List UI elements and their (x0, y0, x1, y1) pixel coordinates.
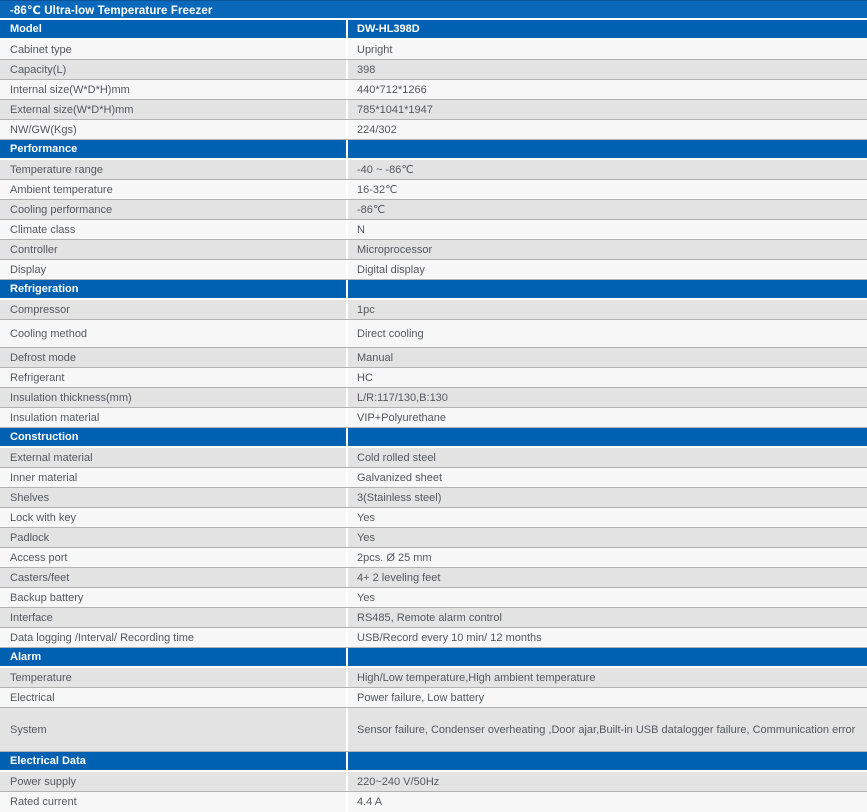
spec-label: Electrical (0, 688, 348, 707)
spec-row-system (0, 708, 867, 752)
spec-row-cabinet-type (0, 40, 867, 60)
spec-label: Refrigerant (0, 368, 348, 387)
section-header-spacer (348, 280, 867, 298)
spec-value: Direct cooling (357, 327, 424, 340)
spec-value: -86℃ (357, 204, 386, 216)
spec-value: 4+ 2 leveling feet (357, 571, 441, 584)
table-title: -86℃ Ultra-low Temperature Freezer (10, 4, 213, 17)
spec-value: VIP+Polyurethane (357, 411, 446, 424)
spec-value: Sensor failure, Condenser overheating ,Door ajar,Built-in USB datalogger failure, Communication error (357, 723, 856, 736)
spec-value: 220~240 V/50Hz (357, 775, 440, 788)
spec-label: Padlock (0, 528, 348, 547)
spec-value: 16-32℃ (357, 184, 398, 196)
spec-label: Cooling performance (0, 200, 348, 219)
spec-value: 785*1041*1947 (357, 103, 433, 116)
section-header-spacer (348, 648, 867, 666)
spec-value: -40 ~ -86℃ (357, 164, 414, 176)
spec-label: Data logging /Interval/ Recording time (0, 628, 348, 647)
spec-row-interface (0, 608, 867, 628)
spec-value: 1pc (357, 303, 375, 316)
spec-value: 4.4 A (357, 796, 383, 808)
spec-label: Compressor (0, 300, 348, 319)
spec-label: Access port (0, 548, 348, 567)
spec-label: System (0, 708, 348, 751)
spec-row-insulation-thickness-mm (0, 388, 867, 408)
spec-row-electrical (0, 688, 867, 708)
spec-label: Internal size(W*D*H)mm (0, 80, 348, 99)
spec-row-cooling-method (0, 320, 867, 348)
spec-row-temperature (0, 668, 867, 688)
section-header-construction (0, 428, 867, 448)
spec-row-climate-class (0, 220, 867, 240)
spec-row-inner-material (0, 468, 867, 488)
spec-row-backup-battery (0, 588, 867, 608)
spec-value: Yes (357, 531, 375, 544)
spec-row-lock-with-key (0, 508, 867, 528)
spec-label: External material (0, 448, 348, 467)
model-label: Model (0, 20, 348, 38)
section-header-spacer (348, 428, 867, 446)
spec-label: Casters/feet (0, 568, 348, 587)
spec-value: 398 (357, 63, 376, 76)
spec-label: Ambient temperature (0, 180, 348, 199)
spec-row-display (0, 260, 867, 280)
spec-label: Insulation thickness(mm) (0, 388, 348, 407)
spec-row-internal-size-w-d-h-mm (0, 80, 867, 100)
spec-row-controller (0, 240, 867, 260)
spec-value: Microprocessor (357, 243, 433, 256)
spec-row-defrost-mode (0, 348, 867, 368)
spec-row-rated-current (0, 792, 867, 812)
spec-label: Power supply (0, 772, 348, 791)
spec-value: Yes (357, 511, 375, 524)
spec-label: Climate class (0, 220, 348, 239)
spec-row-external-material (0, 448, 867, 468)
spec-value: Cold rolled steel (357, 451, 436, 464)
spec-value: Yes (357, 591, 375, 604)
spec-label: External size(W*D*H)mm (0, 100, 348, 119)
spec-value: HC (357, 371, 373, 384)
spec-label: Inner material (0, 468, 348, 487)
section-title: Refrigeration (0, 280, 348, 298)
spec-value: RS485, Remote alarm control (357, 611, 502, 624)
spec-label: Temperature range (0, 160, 348, 179)
spec-row-padlock (0, 528, 867, 548)
spec-value: Power failure, Low battery (357, 691, 485, 704)
section-header-electrical-data (0, 752, 867, 772)
spec-row-cooling-performance (0, 200, 867, 220)
spec-row-insulation-material (0, 408, 867, 428)
spec-label: Backup battery (0, 588, 348, 607)
spec-label: Cabinet type (0, 40, 348, 59)
section-header-alarm (0, 648, 867, 668)
spec-row-compressor (0, 300, 867, 320)
spec-label: Interface (0, 608, 348, 627)
table-title-bar (0, 0, 867, 20)
section-header-spacer (348, 752, 867, 770)
model-row (0, 20, 867, 40)
spec-label: Controller (0, 240, 348, 259)
section-title: Performance (0, 140, 348, 158)
spec-row-data-logging-interval-recording-time (0, 628, 867, 648)
spec-value: High/Low temperature,High ambient temperature (357, 671, 596, 684)
spec-label: Shelves (0, 488, 348, 507)
section-title: Construction (0, 428, 348, 446)
section-header-refrigeration (0, 280, 867, 300)
section-header-spacer (348, 140, 867, 158)
spec-value: N (357, 223, 365, 236)
spec-label: Cooling method (0, 320, 348, 347)
spec-label: NW/GW(Kgs) (0, 120, 348, 139)
section-title: Electrical Data (0, 752, 348, 770)
spec-row-shelves (0, 488, 867, 508)
spec-row-temperature-range (0, 160, 867, 180)
spec-value: Upright (357, 43, 393, 56)
section-header-performance (0, 140, 867, 160)
spec-value: Galvanized sheet (357, 471, 442, 484)
spec-value: Manual (357, 351, 394, 364)
spec-value: 2pcs. Ø 25 mm (357, 551, 432, 564)
spec-value: USB/Record every 10 min/ 12 months (357, 631, 542, 644)
spec-row-nw-gw-kgs (0, 120, 867, 140)
spec-label: Display (0, 260, 348, 279)
spec-label: Temperature (0, 668, 348, 687)
spec-value: L/R:117/130,B:130 (357, 391, 448, 404)
spec-row-refrigerant (0, 368, 867, 388)
spec-label: Insulation material (0, 408, 348, 427)
spec-rows (0, 40, 867, 812)
spec-value: 3(Stainless steel) (357, 491, 442, 504)
spec-label: Capacity(L) (0, 60, 348, 79)
spec-label: Rated current (0, 792, 348, 812)
section-title: Alarm (0, 648, 348, 666)
spec-row-access-port (0, 548, 867, 568)
model-value: DW-HL398D (357, 23, 420, 35)
spec-row-power-supply (0, 772, 867, 792)
spec-row-ambient-temperature (0, 180, 867, 200)
spec-row-external-size-w-d-h-mm (0, 100, 867, 120)
spec-label: Defrost mode (0, 348, 348, 367)
spec-label: Lock with key (0, 508, 348, 527)
spec-row-casters-feet (0, 568, 867, 588)
spec-value: Digital display (357, 263, 425, 276)
spec-value: 440*712*1266 (357, 83, 427, 96)
spec-value: 224/302 (357, 123, 397, 136)
spec-row-capacity-l (0, 60, 867, 80)
